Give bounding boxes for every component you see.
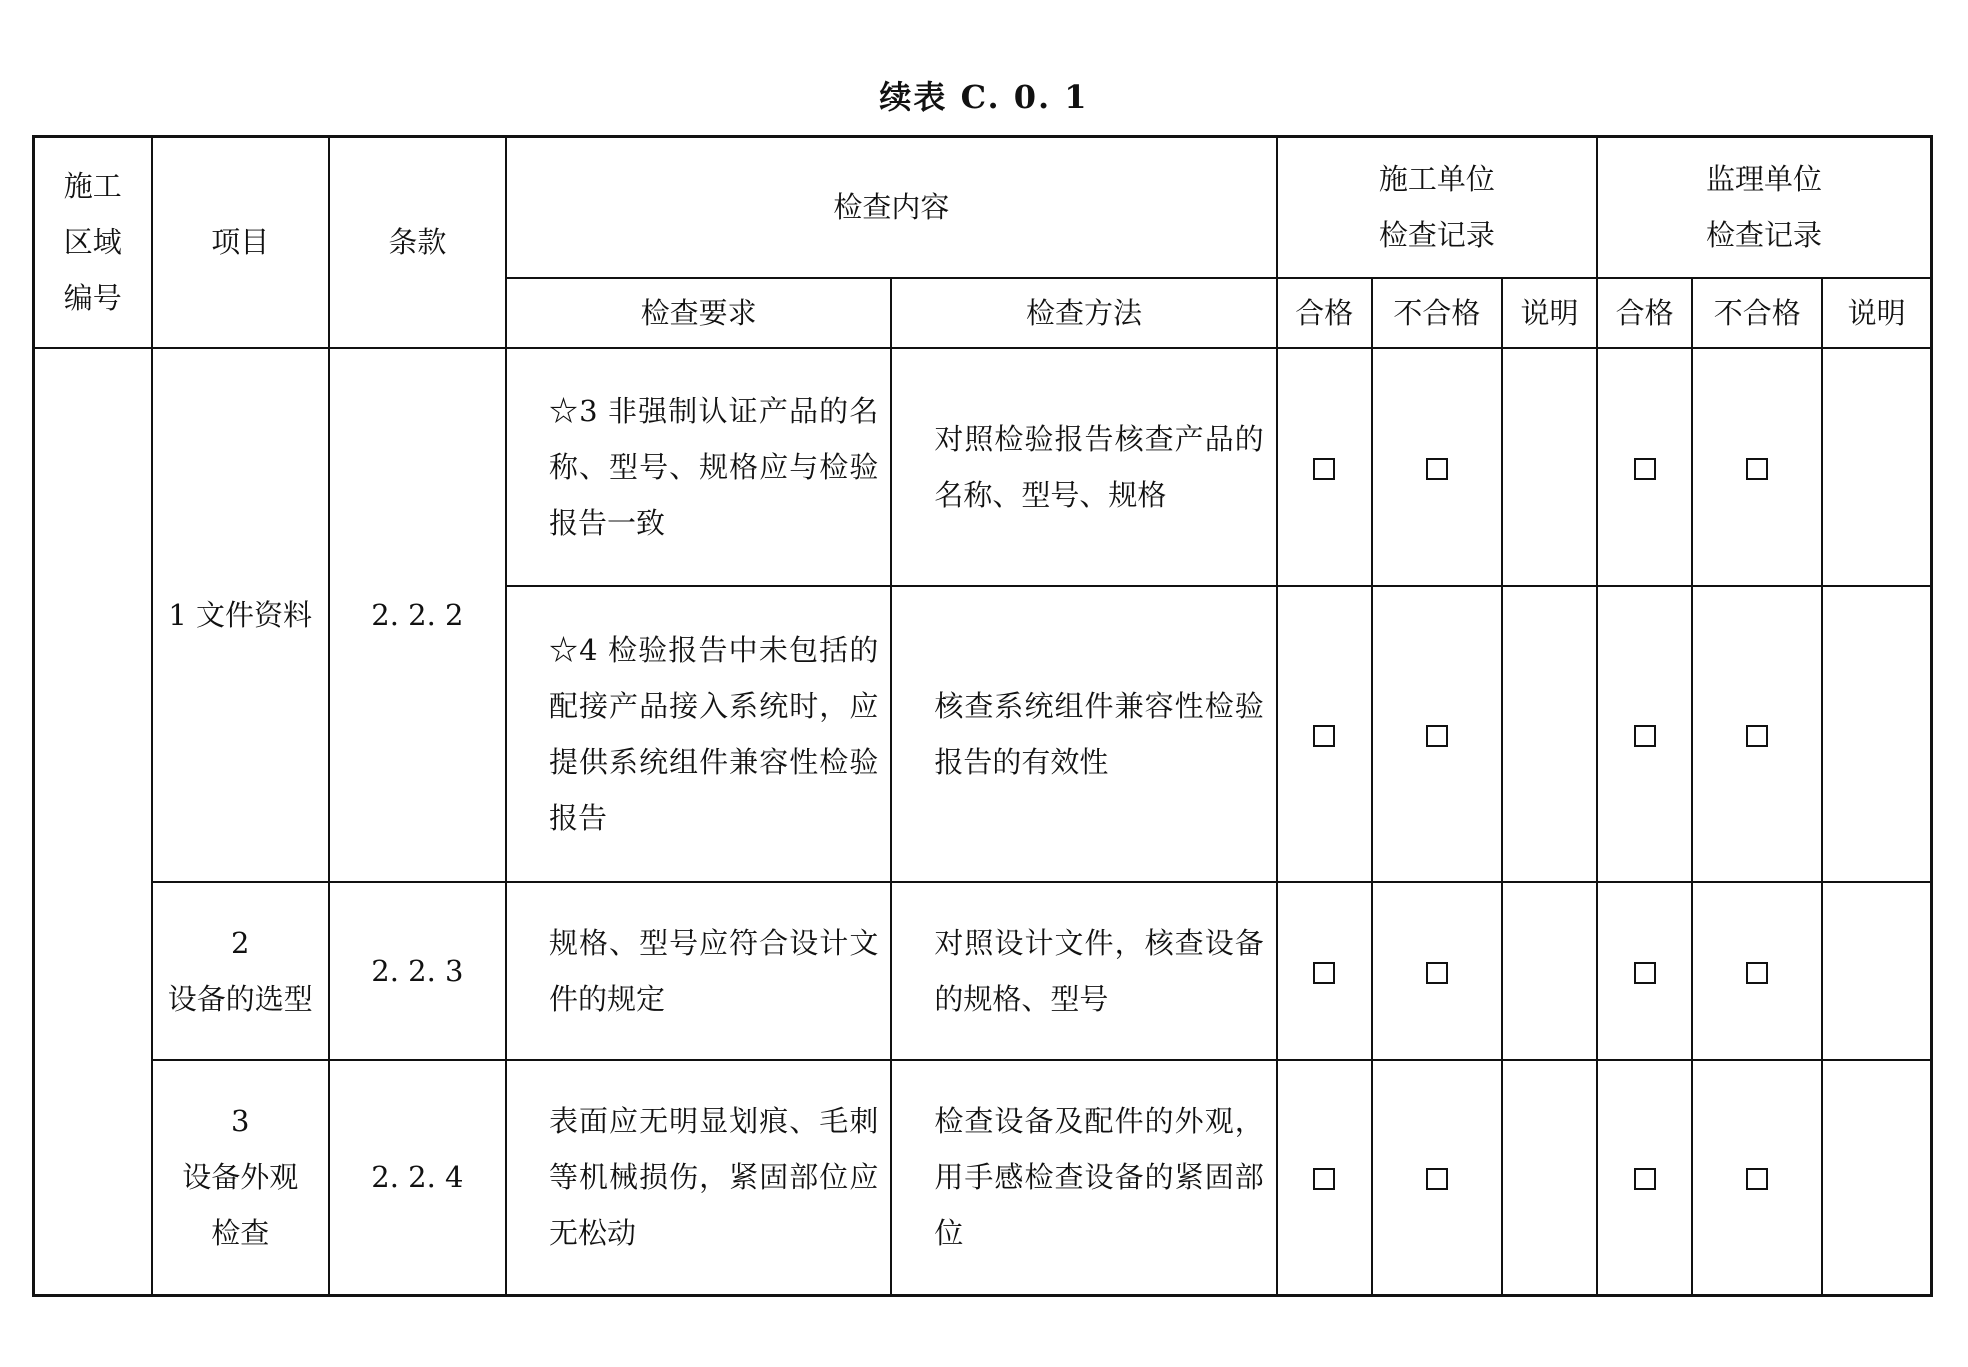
header-item: 项目 [152,137,329,348]
method-cell [891,1060,1276,1296]
method-text: 核查系统组件兼容性检验报告的有效性 [934,688,1264,779]
clause-cell: 2. 2. 3 [329,882,506,1060]
supervisor-note-cell[interactable] [1822,348,1931,586]
supervisor-pass-checkbox[interactable] [1634,1168,1656,1190]
method-text: 对照检验报告核查产品的名称、型号、规格 [934,421,1264,512]
supervisor-fail-checkbox[interactable] [1746,962,1768,984]
table-row [34,882,1932,1060]
header-contractor-pass: 合格 [1277,278,1372,348]
header-supervisor-record [1597,137,1931,278]
method-text: 对照设计文件，核查设备的规格、型号 [934,925,1264,1016]
header-supervisor-note: 说明 [1822,278,1931,348]
header-content: 检查内容 [506,137,1277,278]
contractor-fail-checkbox[interactable] [1426,962,1448,984]
supervisor-fail-cell [1692,1060,1822,1296]
requirement-cell [506,1060,891,1296]
contractor-fail-cell [1372,348,1502,586]
contractor-pass-checkbox[interactable] [1313,962,1335,984]
area-code-cell [34,348,152,1296]
supervisor-fail-cell [1692,348,1822,586]
contractor-note-cell[interactable] [1502,586,1597,882]
clause-cell: 2. 2. 2 [329,348,506,882]
table-row [34,1060,1932,1296]
inspection-record-table [32,135,1933,1297]
contractor-fail-checkbox[interactable] [1426,1168,1448,1190]
contractor-pass-cell [1277,586,1372,882]
item-label: 设备的选型 [167,981,313,1016]
requirement-text: ☆3 非强制认证产品的名称、型号、规格应与检验报告一致 [548,393,879,540]
contractor-pass-cell [1277,882,1372,1060]
item-cell [152,882,329,1060]
contractor-fail-cell [1372,882,1502,1060]
supervisor-fail-checkbox[interactable] [1746,458,1768,480]
requirement-text: 规格、型号应符合设计文件的规定 [548,925,879,1016]
contractor-pass-cell [1277,1060,1372,1296]
header-clause: 条款 [329,137,506,348]
item-cell [152,1060,329,1296]
contractor-note-cell[interactable] [1502,882,1597,1060]
header-area-line: 施工 [63,169,122,204]
supervisor-note-cell[interactable] [1822,586,1931,882]
contractor-fail-checkbox[interactable] [1426,458,1448,480]
contractor-pass-checkbox[interactable] [1313,458,1335,480]
item-number: 3 [230,1104,250,1139]
contractor-pass-checkbox[interactable] [1313,725,1335,747]
supervisor-pass-cell [1597,586,1692,882]
contractor-pass-checkbox[interactable] [1313,1168,1335,1190]
supervisor-pass-cell [1597,1060,1692,1296]
header-contractor-record [1277,137,1597,278]
supervisor-note-cell[interactable] [1822,1060,1931,1296]
supervisor-fail-cell [1692,882,1822,1060]
requirement-cell [506,882,891,1060]
requirement-cell [506,348,891,586]
header-contractor-note: 说明 [1502,278,1597,348]
header-supervisor-line: 监理单位 [1706,162,1823,197]
item-cell: 1 文件资料 [152,348,329,882]
method-cell [891,348,1276,586]
requirement-text: 表面应无明显划痕、毛刺等机械损伤，紧固部位应无松动 [548,1104,879,1251]
table-row [34,348,1932,586]
header-contractor-line: 检查记录 [1378,218,1495,253]
supervisor-pass-checkbox[interactable] [1634,962,1656,984]
contractor-note-cell[interactable] [1502,1060,1597,1296]
supervisor-pass-cell [1597,348,1692,586]
supervisor-fail-checkbox[interactable] [1746,725,1768,747]
clause-cell: 2. 2. 4 [329,1060,506,1296]
supervisor-fail-cell [1692,586,1822,882]
header-contractor-line: 施工单位 [1378,162,1495,197]
header-area-line: 编号 [63,281,122,316]
header-contractor-fail: 不合格 [1372,278,1502,348]
supervisor-pass-checkbox[interactable] [1634,458,1656,480]
item-label: 检查 [211,1216,270,1251]
header-supervisor-fail: 不合格 [1692,278,1822,348]
supervisor-pass-checkbox[interactable] [1634,725,1656,747]
contractor-fail-checkbox[interactable] [1426,725,1448,747]
supervisor-note-cell[interactable] [1822,882,1931,1060]
requirement-text: ☆4 检验报告中未包括的配接产品接入系统时，应提供系统组件兼容性检验报告 [548,632,879,835]
requirement-cell [506,586,891,882]
item-label: 设备外观 [182,1160,299,1195]
contractor-note-cell[interactable] [1502,348,1597,586]
header-area-code [34,137,152,348]
contractor-pass-cell [1277,348,1372,586]
header-supervisor-pass: 合格 [1597,278,1692,348]
header-row-1 [34,137,1932,278]
header-supervisor-line: 检查记录 [1706,218,1823,253]
method-cell [891,586,1276,882]
contractor-fail-cell [1372,586,1502,882]
header-requirement: 检查要求 [506,278,891,348]
method-cell [891,882,1276,1060]
supervisor-pass-cell [1597,882,1692,1060]
table-title: 续表 C. 0. 1 [879,78,1089,116]
supervisor-fail-checkbox[interactable] [1746,1168,1768,1190]
header-area-line: 区域 [63,225,122,260]
method-text: 检查设备及配件的外观，用手感检查设备的紧固部位 [934,1104,1264,1251]
item-number: 2 [230,925,250,960]
contractor-fail-cell [1372,1060,1502,1296]
header-method: 检查方法 [891,278,1276,348]
